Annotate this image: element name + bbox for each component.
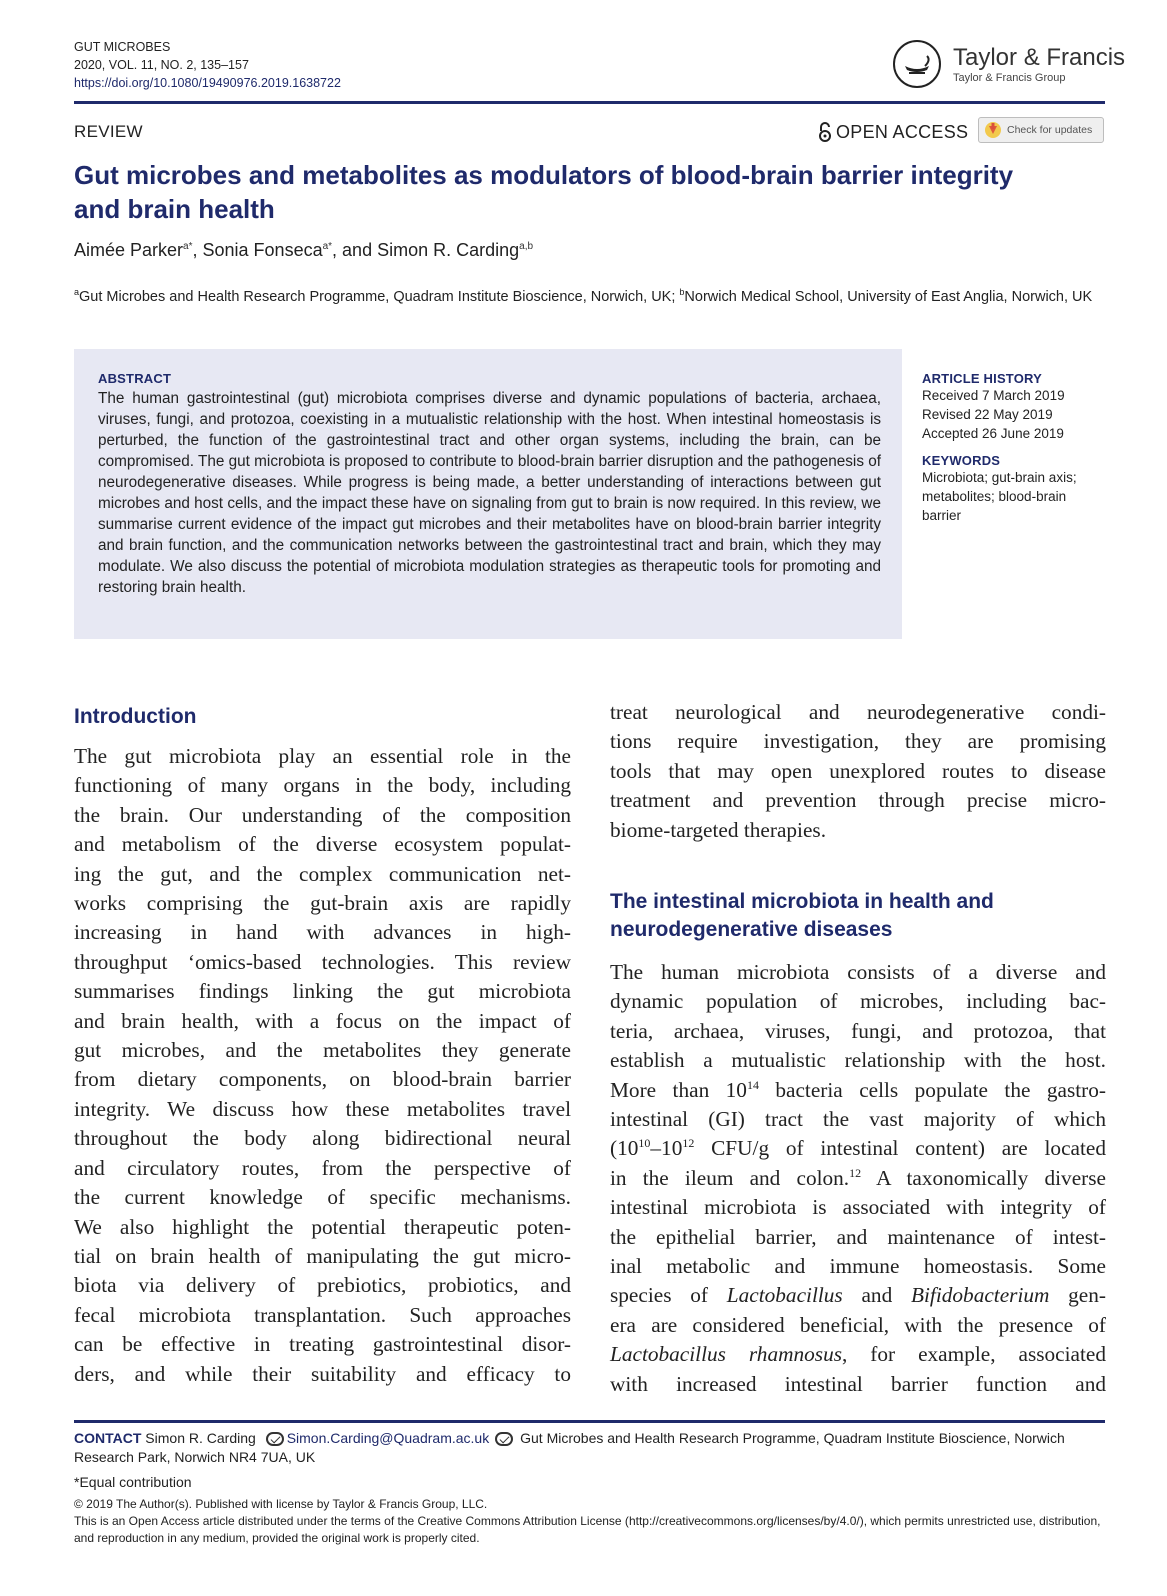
body-line: The gut microbiota play an essential role in the [74, 744, 571, 768]
body-line [610, 1076, 1106, 1105]
superscript: 14 [746, 1077, 759, 1092]
genus-name: Bifidobacterium [910, 1283, 1050, 1308]
body-line: treat neurological and neurodegenerative condi- [610, 700, 1106, 724]
superscript: 10 [638, 1136, 651, 1151]
contact-name: Simon R. Carding [141, 1430, 260, 1446]
publisher-lamp-icon [893, 40, 941, 88]
header-rule [74, 101, 1105, 104]
body-line: fecal microbiota transplantation. Such approaches [74, 1302, 571, 1327]
body-line: functioning of many organs in the body, including [74, 773, 571, 798]
author-sup: a,b [519, 241, 534, 252]
body-line: tions require investigation, they are promising [610, 729, 1106, 754]
superscript: 12 [682, 1136, 695, 1151]
body-line: works comprising the gut-brain axis are rapidly [74, 891, 571, 916]
author-name[interactable]: Aimée Parker [74, 240, 184, 260]
open-access-badge [818, 119, 968, 145]
author-name[interactable]: Sonia Fonseca [202, 240, 323, 260]
body-line: treatment and prevention through precise micro- [610, 788, 1106, 813]
body-line: and circulatory routes, from the perspective of [74, 1155, 571, 1180]
contact-address: Gut Microbes and Health Research Programme, Quadram Institute Bioscience, Norwich Research Park, Norwich NR4 7UA, UK [74, 1430, 1065, 1465]
body-line: can be effective in treating gastrointestinal disor- [74, 1332, 571, 1357]
license-block [74, 1496, 1106, 1547]
abstract-text: The human gastrointestinal (gut) microbiota comprises diverse and dynamic populations of bacteria, archaea, viruses, fungi, and protozoa, coexisting in a mutualistic relationship with the host. When intestinal homeostasis is perturbed, the function of the gastrointestinal tract and other organ systems, including the brain, can be compromised. The gut microbiota is proposed to contribute to blood-brain barrier disruption and the pathogenesis of neurodegenerative diseases. While progress is being made, a better understanding of interactions between gut microbes and host cells, and the impact these have on signaling from gut to brain is now required. In this review, we summarise current evidence of the impact gut microbes and their metabolites have on blood-brain barrier integrity and brain function, and the communication networks between the gastrointestinal tract and brain, which they may modulate. We also discuss the potential of microbiota modulation strategies as therapeutic tools for promoting and restoring brain health. [98, 390, 881, 596]
abstract-heading: ABSTRACT [98, 371, 172, 386]
publisher-logo[interactable] [893, 40, 1126, 96]
text-run: species of [610, 1283, 727, 1308]
open-access-label: OPEN ACCESS [836, 121, 969, 142]
received-date: Received 7 March 2019 [922, 388, 1065, 403]
doi-link[interactable]: https://doi.org/10.1080/19490976.2019.1638722 [74, 76, 341, 90]
keywords-line: Microbiota; gut-brain axis; [922, 470, 1077, 485]
body-line: and brain health, with a focus on the impact of [74, 1008, 571, 1033]
introduction-continued [610, 698, 1106, 845]
footer-rule [74, 1420, 1105, 1423]
author-sep: , [192, 240, 203, 260]
body-line: era are considered beneficial, with the presence of [610, 1312, 1106, 1337]
affil-sup: a [74, 287, 80, 297]
body-line [610, 1340, 1106, 1369]
citation-ref[interactable]: 12 [849, 1165, 862, 1180]
author-sup: a* [322, 241, 333, 252]
body-line: the brain. Our understanding of the composition [74, 802, 571, 827]
keywords-line: barrier [922, 508, 962, 523]
body-line: increasing in hand with advances in high- [74, 920, 571, 945]
body-line: dynamic population of microbes, including bac- [610, 989, 1106, 1014]
body-line: and metabolism of the diverse ecosystem populat- [74, 832, 571, 857]
body-line: tial on brain health of manipulating the gut micro- [74, 1243, 571, 1268]
text-run: ), which permits unrestricted use, distribution, and reproduction in any medium, provided the original work is properly cited. [74, 1514, 1101, 1545]
body-line: gut microbes, and the metabolites they generate [74, 1038, 571, 1063]
keywords-heading: KEYWORDS [922, 453, 1001, 468]
body-line [610, 1134, 1106, 1163]
check-updates-icon [984, 121, 1002, 139]
affiliations [74, 282, 1104, 307]
body-line: ing the gut, and the complex communication net- [74, 861, 571, 886]
text-run: This is an Open Access article distributed under the terms of the Creative Commons Attribution License ( [74, 1514, 629, 1528]
body-line: throughout the body along bidirectional neural [74, 1126, 571, 1151]
body-line: intestinal (GI) tract the vast majority of which [610, 1107, 1106, 1132]
introduction-column [74, 742, 571, 1389]
article-sidebar [922, 371, 1107, 525]
equal-contribution-note: *Equal contribution [74, 1474, 192, 1490]
body-line: inal metabolic and immune homeostasis. Some [610, 1254, 1106, 1279]
publisher-group: Taylor & Francis Group [953, 72, 1066, 84]
body-line: ders, and while their suitability and efficacy to [74, 1361, 571, 1386]
author-sep: , and [332, 240, 378, 260]
section-heading-intestinal-microbiota [610, 888, 1106, 944]
text-run: (10 [610, 1136, 639, 1161]
article-title [74, 158, 1084, 226]
genus-name: Lactobacillus [726, 1283, 843, 1308]
body-line: throughput ‘omics-based technologies. This review [74, 949, 571, 974]
text-run: , for example, associated [842, 1342, 1107, 1367]
text-run: A taxonomically diverse [861, 1165, 1106, 1190]
text-run: gen- [1049, 1283, 1107, 1308]
heading-line: neurodegenerative diseases [610, 918, 893, 941]
article-type: REVIEW [74, 122, 143, 141]
species-name: Lactobacillus rhamnosus [610, 1342, 843, 1367]
contact-label: CONTACT [74, 1430, 142, 1446]
body-line: We also highlight the potential therapeutic poten- [74, 1214, 571, 1239]
text-run: and [842, 1283, 911, 1308]
author-name[interactable]: Simon R. Carding [377, 240, 520, 260]
author-sup: a* [183, 241, 193, 252]
text-run: CFU/g of intestinal content) are located [694, 1136, 1106, 1161]
body-line: integrity. We discuss how these metabolites travel [74, 1096, 571, 1121]
journal-name: GUT MICROBES [74, 40, 171, 54]
body-line: with increased intestinal barrier function and [610, 1371, 1106, 1396]
license-link[interactable]: http://creativecommons.org/licenses/by/4.0/ [628, 1514, 860, 1528]
body-line [610, 1281, 1106, 1310]
affil-sup: b [679, 287, 685, 297]
text-run: bacteria cells populate the gastro- [758, 1077, 1106, 1102]
contact-email-link[interactable]: Simon.Carding@Quadram.ac.uk [286, 1430, 490, 1446]
volume-line: 2020, VOL. 11, NO. 2, 135–157 [74, 58, 249, 72]
check-updates-button[interactable] [978, 117, 1104, 143]
body-line: the current knowledge of specific mechanisms. [74, 1185, 571, 1210]
body-line: The human microbiota consists of a diverse and [610, 960, 1106, 984]
address-icon [495, 1432, 513, 1446]
title-line-2: and brain health [74, 194, 275, 224]
body-line: intestinal microbiota is associated with integrity of [610, 1195, 1106, 1220]
title-line-1: Gut microbes and metabolites as modulators of blood-brain barrier integrity [74, 160, 1014, 190]
history-heading: ARTICLE HISTORY [922, 371, 1043, 386]
contact-info [74, 1429, 1106, 1467]
body-line: tools that may open unexplored routes to disease [610, 758, 1106, 783]
body-line: from dietary components, on blood-brain barrier [74, 1067, 571, 1092]
email-icon [266, 1432, 284, 1446]
section-heading-introduction: Introduction [74, 705, 197, 728]
body-line: biota via delivery of prebiotics, probiotics, and [74, 1273, 571, 1298]
revised-date: Revised 22 May 2019 [922, 407, 1053, 422]
text-run: in the ileum and colon. [610, 1165, 850, 1190]
section2-body [610, 958, 1106, 1399]
body-line: teria, archaea, viruses, fungi, and protozoa, that [610, 1018, 1106, 1043]
body-line: summarises findings linking the gut microbiota [74, 979, 571, 1004]
keywords-line: metabolites; blood-brain [922, 489, 1067, 504]
text-run: –10 [650, 1136, 683, 1161]
body-line: establish a mutualistic relationship with the host. [610, 1048, 1106, 1073]
body-line [610, 1164, 1106, 1193]
body-line: biome-targeted therapies. [610, 817, 827, 842]
open-lock-icon [818, 122, 832, 142]
check-updates-label: Check for updates [1007, 124, 1093, 136]
license-text [74, 1513, 1106, 1547]
affiliation-b: Norwich Medical School, University of East Anglia, Norwich, UK [684, 288, 1093, 305]
affiliation-a: Gut Microbes and Health Research Programme, Quadram Institute Bioscience, Norwich, UK; [79, 288, 680, 305]
author-list [74, 240, 533, 261]
copyright-line: © 2019 The Author(s). Published with license by Taylor & Francis Group, LLC. [74, 1497, 488, 1511]
text-run: More than 10 [610, 1077, 747, 1102]
body-line: the epithelial barrier, and maintenance of intest- [610, 1224, 1106, 1249]
publisher-name: Taylor & Francis [953, 44, 1126, 71]
heading-line: The intestinal microbiota in health and [610, 890, 994, 913]
accepted-date: Accepted 26 June 2019 [922, 426, 1064, 441]
journal-meta [74, 38, 341, 92]
